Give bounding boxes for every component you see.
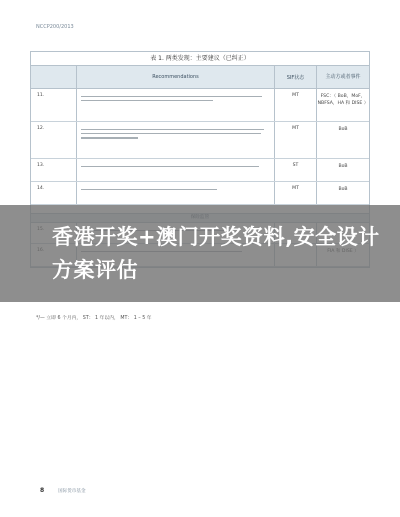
header-responsible: 主动方或者事件 [325, 73, 361, 80]
table-title: 表 1. 两类发现：主要建议（已纠正） [31, 52, 369, 66]
row-status: MT [275, 89, 317, 121]
row-recommendation-text [77, 159, 275, 181]
table-row [31, 159, 369, 182]
row-number: 14. [31, 182, 77, 204]
row-recommendation-text [77, 182, 275, 204]
row-recommendation-text [77, 122, 275, 158]
table-row [31, 89, 369, 122]
row-status: ST [275, 159, 317, 181]
row-status: MT [275, 122, 317, 158]
header-recommendations: Recommendations [77, 66, 275, 88]
table-legend: */— 立即 6 个月内， ST： 1 年以内， MT： 1 – 5 年 [36, 316, 152, 321]
header-status: SIF状态 [275, 66, 317, 88]
row-responsible: FSC：（ BoB，MoF，NBFSA，HA 和 DISE ） [317, 94, 369, 106]
table-row [31, 182, 369, 205]
page-number: 8 [40, 487, 45, 494]
banner-headline: 香港开奖+澳门开奖资料,安全设计方案评估 [52, 225, 380, 282]
row-number: 11. [31, 89, 77, 121]
document-id: NCCP200/2013 [36, 24, 74, 30]
row-recommendation-text [77, 89, 275, 121]
row-responsible: BoB [338, 164, 348, 169]
header-number-cell [31, 66, 77, 88]
table-header-row [31, 66, 369, 89]
row-number: 13. [31, 159, 77, 181]
row-responsible: BoB [338, 187, 348, 192]
row-responsible: BoB [338, 127, 348, 132]
row-status: MT [275, 182, 317, 204]
footer-text: 国际货币基金 [58, 489, 86, 494]
row-number: 12. [31, 122, 77, 158]
table-row [31, 122, 369, 159]
